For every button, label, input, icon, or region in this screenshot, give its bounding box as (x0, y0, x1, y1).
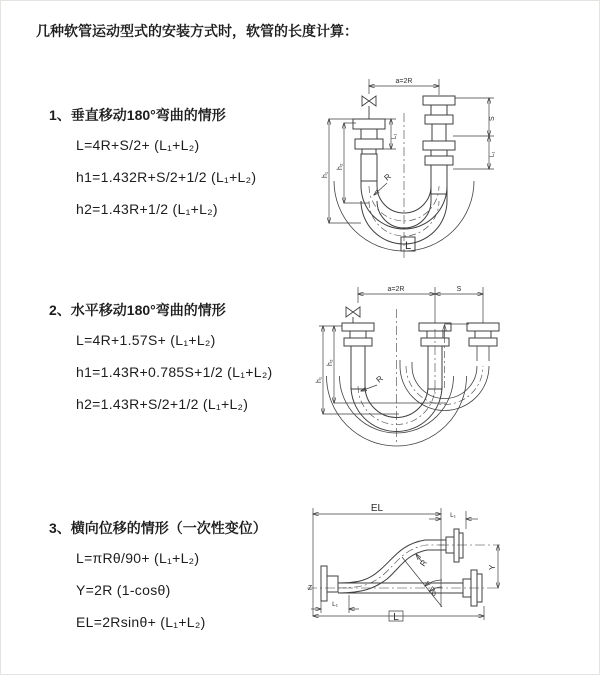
section-3-heading: 3、横向位移的情形（一次性变位） (49, 520, 267, 536)
construction-lines (402, 508, 442, 607)
valve-icon (346, 307, 360, 323)
dimension-lines (322, 78, 496, 223)
dim-label-l: L (404, 240, 412, 252)
dim-label-el: EL (370, 503, 384, 514)
hose-curves (338, 540, 463, 593)
diagram-vertical-180-bend (323, 73, 509, 263)
section-2-heading: 2、水平移动180°弯曲的情形 (49, 302, 226, 318)
dim-label-a2r: a=2R (395, 78, 413, 85)
formula-line: h2=1.43R+1/2 (L₁+L₂) (76, 201, 218, 217)
dim-label-l1-left: L₁ (392, 133, 398, 139)
dim-label-s: S (489, 116, 496, 121)
dim-label-theta: θ (432, 591, 436, 598)
dim-label-s: S (456, 286, 462, 293)
hose-fittings (321, 529, 482, 606)
dim-label-y: Y (488, 564, 497, 570)
dimension-lines (316, 286, 483, 414)
section-1-heading: 1、垂直移动180°弯曲的情形 (49, 107, 226, 123)
dim-label-l1-bottom: L₁ (332, 601, 338, 608)
dim-label-z: Z (307, 585, 313, 592)
hose-fittings (353, 96, 455, 194)
diagram-horizontal-180-bend (313, 281, 599, 456)
diagram-lateral-displacement (299, 499, 599, 649)
formula-line: Y=2R (1-cosθ) (76, 582, 171, 598)
dim-label-h1: h₁ (316, 376, 323, 383)
dim-label-h2: h₂ (327, 359, 334, 366)
formula-line: h2=1.43R+S/2+1/2 (L₁+L₂) (76, 396, 249, 412)
formula-line: L=πRθ/90+ (L₁+L₂) (76, 550, 200, 566)
dim-label-h1: h₁ (322, 171, 329, 178)
valve-icon (362, 96, 376, 119)
dim-label-h2: h₂ (337, 163, 344, 170)
hose-fittings (342, 323, 499, 389)
dim-label-r: R (418, 558, 429, 569)
dim-label-a2r: a=2R (387, 286, 405, 293)
formula-line: L=4R+S/2+ (L₁+L₂) (76, 137, 200, 153)
dim-label-l1-right: L₁ (490, 151, 496, 157)
formula-line: EL=2Rsinθ+ (L₁+L₂) (76, 614, 206, 630)
centerline (397, 309, 445, 443)
dim-label-l: L (393, 612, 399, 623)
dim-label-l1-top: L₁ (450, 512, 456, 519)
formula-line: h1=1.43R+0.785S+1/2 (L₁+L₂) (76, 364, 273, 380)
formula-line: L=4R+1.57S+ (L₁+L₂) (76, 332, 216, 348)
dim-label-r: R (374, 373, 385, 385)
formula-line: h1=1.432R+S/2+1/2 (L₁+L₂) (76, 169, 257, 185)
page-title: 几种软管运动型式的安装方式时，软管的长度计算： (36, 23, 358, 39)
length-label (401, 237, 415, 252)
dim-label-r: R (382, 171, 393, 183)
